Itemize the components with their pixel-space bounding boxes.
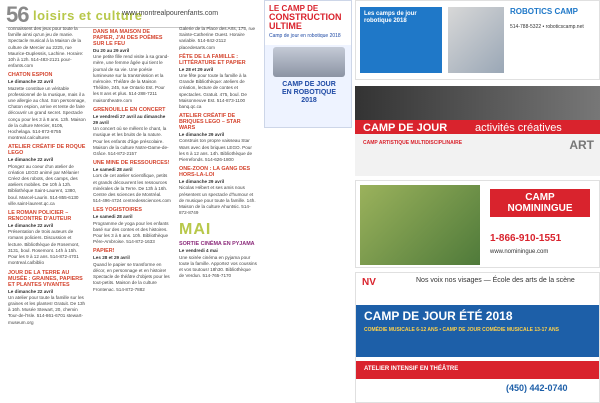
robotics-logo: ROBOTICS CAMP xyxy=(510,7,578,16)
event-date: Le samedi 28 avril xyxy=(93,214,133,220)
art-camp-ad[interactable] xyxy=(355,86,600,176)
event-text: Programme de yoga pour les enfants basé sur des contes et des histoires. Pour les 3 à 6 ans. 10h. Bibliothèque Père-Ambroise. 514-872-1633 xyxy=(93,220,169,245)
ad-title: CAMP DE JOUR xyxy=(363,122,448,134)
kids-photo xyxy=(448,7,504,73)
event-date: Le 28 et 29 avril xyxy=(179,66,214,72)
art-logo: ART xyxy=(569,138,594,152)
ad-phone: (450) 442-0740 xyxy=(506,383,568,393)
intro-text: Galerie de la Place des Arts, 175, rue Sainte-Catherine Ouest. Horaire variable. 514-842-2112 placedesarts.com xyxy=(179,26,256,50)
event-title: FÊTE DE LA FAMILLE : LITTÉRATURE ET PAPIER xyxy=(179,53,246,66)
ad-sub: CAMP ARTISTIQUE MULTIDISCIPLINAIRE xyxy=(363,140,463,146)
event-item xyxy=(93,160,171,204)
month-heading: MAI xyxy=(179,221,212,239)
event-date: Le vendredi 27 avril au dimanche 29 avril xyxy=(93,113,166,126)
robot-image xyxy=(273,47,345,77)
event-title: GRENOUILLE EN CONCERT xyxy=(93,106,166,113)
event-date: Du 20 au 29 avril xyxy=(93,48,130,53)
event-text: Une soirée cinéma en pyjama pour toute la famille. Apportez vos coussins et vos toutous! 18h30. Bibliothèque de Verdun. 514-765-7170 xyxy=(179,254,257,279)
ad-right-panel xyxy=(510,7,596,30)
ad-atelier: ATELIER INTENSIF EN THÉÂTRE xyxy=(356,361,600,379)
event-date: Le dimanche 22 avril xyxy=(8,288,54,294)
event-item xyxy=(93,29,171,104)
ad-camp-title: CAMP DE JOUR EN ROBOTIQUE 2018 xyxy=(281,81,337,104)
event-item xyxy=(179,166,257,216)
ad-title-2: activités créatives xyxy=(475,122,562,134)
event-title: LE ROMAN POLICIER – RENCONTRE D'AUTEUR xyxy=(8,210,72,223)
event-date: Le dimanche 29 avril xyxy=(179,179,225,185)
page-number: 56 xyxy=(6,2,29,27)
event-item xyxy=(93,248,171,292)
kids-photo xyxy=(360,185,480,265)
event-item xyxy=(179,113,257,163)
ad-header xyxy=(265,1,351,45)
event-title: ATELIER CRÉATIF DE ROQUE LEGO xyxy=(8,144,86,157)
nvs-camp-ad[interactable] xyxy=(355,272,600,403)
nvs-logo: NV xyxy=(362,277,376,288)
ad-blue-box xyxy=(360,7,442,73)
event-item xyxy=(93,107,171,157)
ad-tagline: Nos voix nos visages — École des arts de la scène xyxy=(416,277,575,284)
robotics-camp-ad-left[interactable] xyxy=(264,0,352,128)
event-title: DANS MA MAISON DE PAPIER, J'AI DES POÈMES SUR LE FEU xyxy=(93,29,163,47)
event-title: JOUR DE LA TERRE AU MUSÉE : GRAINES, PAPIERS ET PLANTES VIVANTES xyxy=(8,269,83,288)
event-date: Le dimanche 22 avril xyxy=(8,79,54,85)
article-column-3 xyxy=(179,26,257,281)
section-title: loisirs et culture xyxy=(33,8,143,23)
ad-url[interactable]: www.nominingue.com xyxy=(490,249,549,255)
event-text: Une fête pour toute la famille à la Grande Bibliothèque: ateliers de création, lecture de contes et spectacles. Gratuit. 475, boul. De Maisonneuve Est. 514-873-1100 banq.qc.ca xyxy=(179,73,247,110)
ad-line-2: CONSTRUCTION ULTIME xyxy=(269,12,342,31)
event-item xyxy=(179,54,257,110)
event-item xyxy=(93,207,171,245)
event-item xyxy=(8,72,86,141)
event-text: Un atelier pour toute la famille sur les graines et les plantes! Gratuit. De 13h à 16h. Musée Stewart, 20, chemin Tour-de-l'Isle. 514-861-6701 stewart-museum.org xyxy=(8,294,86,325)
event-text: Un concert où se mêlent le chant, la musique et les bruits de la nature. Pour les enfants d'âge préscolaire. Maison de la culture Notre-Dame-de-Grâce. 514-872-2157 xyxy=(93,126,169,157)
intro-text: connaissent des jeux pour toute la famille ainsi qu'un jeu de manie. Spectacle musical à la Maison de la culture de Mercier au 2225, rue Maurice-Duplessis, Lachine. Horaire: 10h à 12h. 514-483-2121 pour-enfants.com xyxy=(8,26,84,69)
article-column-1 xyxy=(8,26,86,328)
event-date: Le vendredi 4 mai xyxy=(179,248,218,254)
robotics-camp-ad-right[interactable] xyxy=(355,0,600,80)
ad-header xyxy=(356,273,600,303)
event-text: Nicolas Hébert et ses amis nous présentent un spectacle d'humour et de musique pour toute la famille. 14h. Maison de la culture Ahuntsic. 514-872-8749 xyxy=(179,185,256,216)
ad-line-1: LE CAMP DE xyxy=(269,4,319,13)
event-text: Quand le papier se transforme en décor, en personnage et en histoire! Spectacle de théâtre d'objets pour les tout-petits. Maison de la culture Frontenac. 514-872-7882 xyxy=(93,261,170,292)
ad-box-text: Les camps de jour robotique 2018 xyxy=(364,11,417,24)
event-date: Le dimanche 22 avril xyxy=(8,223,54,229)
ad-camp-title: CAMP DE JOUR ÉTÉ 2018 xyxy=(364,309,513,323)
ad-phone: 1-866-910-1551 xyxy=(490,233,562,244)
ad-photo-strip xyxy=(355,86,600,120)
event-title: LES YOGISTOIRES xyxy=(93,207,142,214)
site-url[interactable]: www.montrealpourenfants.com xyxy=(122,10,219,17)
event-date: Le samedi 28 avril xyxy=(93,167,133,173)
event-title: PAPIER! xyxy=(93,248,115,255)
event-text: Construis ton propre vaisseau Star Wars avec des briques LEGO. Pour les 6 à 12 ans. 14h. Bibliothèque de Pierrefonds. 514-626-1800 xyxy=(179,138,253,163)
article-column-2 xyxy=(93,26,171,295)
event-title: SORTIE CINÉMA EN PYJAMA xyxy=(179,241,255,248)
event-text: Présentation de trois auteurs de romans policiers. Discussion et lecture. Bibliothèque de Rosemont, 3131, boul. Rosemont. 14h à 15h. Pour les 9 à 12 ans. 514-872-4701 montreal.ca/biblio xyxy=(8,229,80,266)
event-text: Une petite fille rend visite à sa grand-mère, une femme âgée qui tient le journal de sa vie. Une poésie lumineuse sur la transmission et la mémoire. Théâtre de la Maison Théâtre, 245, rue Ontario Est. Pour les 8 ans et plus. 514-288-7211 maisontheatre.com xyxy=(93,54,169,103)
ad-sub: Camp de jour en robotique 2018 xyxy=(269,33,341,39)
event-date: Le dimanche 22 avril xyxy=(8,157,54,163)
event-item xyxy=(8,210,86,266)
event-text: Mazette constitue un véritable professionnel de la musique, mais il a une allergie au chat. Son personnage, Chaton espion, arrive et tente de faire découvrir un grand secret. Spectacle conçu pour les 3 à 8 ans. 13h. Maison de la culture Mercier, 8105, Hochelaga. 514-872-8755 montreal.ca/cultures xyxy=(8,85,86,141)
event-title: ONE-ZOON : LA GANG DES HORS-LA-LOI xyxy=(179,166,251,179)
ad-phone: 514-788-5322 • roboticscamp.net xyxy=(510,24,584,30)
event-title: ATELIER CRÉATIF DE BRIQUES LEGO – STAR WARS xyxy=(179,113,241,132)
event-date: Le dimanche 29 avril xyxy=(179,132,225,138)
event-item xyxy=(8,144,86,207)
event-text: Lors de cet atelier scientifique, petits et grands découvrent les ressources minérales de la Terre. De 13h à 16h. Centre des sciences de Montréal. 514-496-4724 centredessciences.com xyxy=(93,173,171,204)
event-date: Les 28 et 29 avril xyxy=(93,255,130,261)
ad-ages: COMÉDIE MUSICALE 6-12 ANS • CAMP DE JOUR COMÉDIE MUSICALE 13-17 ANS xyxy=(364,327,559,333)
event-item xyxy=(8,270,86,326)
event-text: Plongez au coeur d'un atelier de création LEGO animé par Mélanie! Créez des robots, des camps, des ateliers mobiles. De 10h à 12h. Bibliothèque Saint-Laurent, 1380, boul. Marcel-Laurin. 514-855-6130 ville.saint-laurent.qc.ca xyxy=(8,163,79,206)
event-item xyxy=(179,241,257,279)
nominingue-camp-ad[interactable] xyxy=(355,180,600,268)
nominingue-logo: CAMP NOMININGUE xyxy=(490,189,590,217)
event-title: UNE MINE DE RESSOURCES! xyxy=(93,160,170,167)
event-title: CHATON ESPION xyxy=(8,72,53,79)
